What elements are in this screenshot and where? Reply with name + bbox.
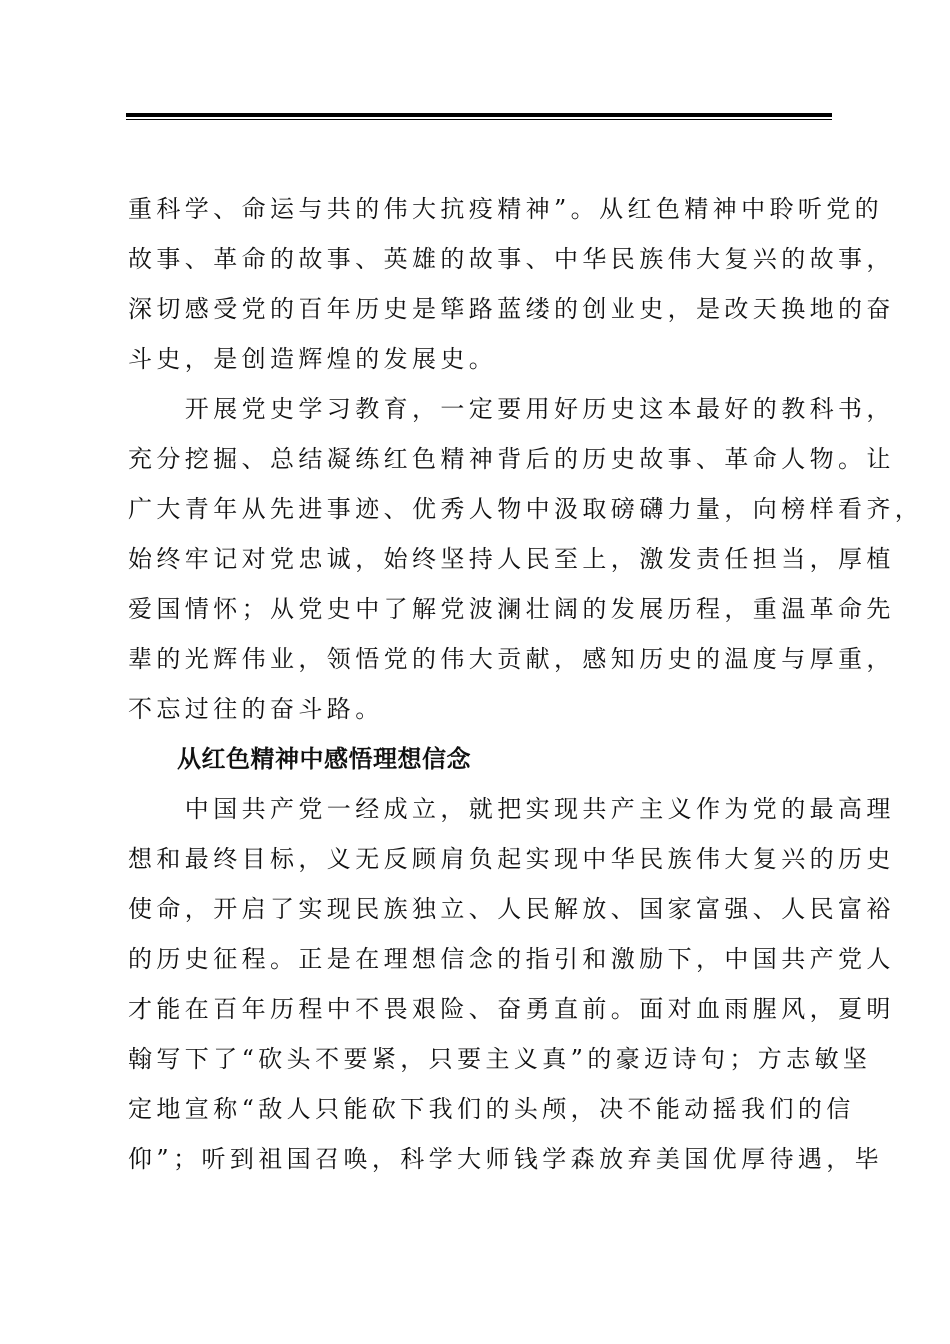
- paragraph-line: 爱国情怀；从党史中了解党波澜壮阔的发展历程，重温革命先: [128, 595, 895, 623]
- header-rule-thin: [126, 119, 832, 120]
- paragraph-line: 定地宣称“敌人只能砍下我们的头颅，决不能动摇我们的信: [128, 1095, 855, 1123]
- paragraph-line: 仰”；听到祖国召唤，科学大师钱学森放弃美国优厚待遇，毕: [128, 1145, 884, 1173]
- paragraph-line: 使命，开启了实现民族独立、人民解放、国家富强、人民富裕: [128, 895, 895, 923]
- paragraph-line: 辈的光辉伟业，领悟党的伟大贡献，感知历史的温度与厚重，: [128, 645, 895, 673]
- paragraph-line: 斗史，是创造辉煌的发展史。: [128, 345, 498, 373]
- paragraph-line: 广大青年从先进事迹、优秀人物中汲取磅礴力量，向榜样看齐，: [128, 495, 924, 523]
- paragraph-line: 充分挖掘、总结凝练红色精神背后的历史故事、革命人物。让: [128, 445, 895, 473]
- document-body: [128, 184, 924, 1184]
- header-rule-thick: [126, 113, 832, 117]
- header-rule: [126, 113, 832, 120]
- paragraph-line: 重科学、命运与共的伟大抗疫精神”。从红色精神中聆听党的: [128, 195, 884, 223]
- paragraph-line: 深切感受党的百年历史是筚路蓝缕的创业史，是改天换地的奋: [128, 295, 895, 323]
- paragraph-line: 开展党史学习教育，一定要用好历史这本最好的教科书，: [128, 395, 895, 423]
- paragraph-line: 始终牢记对党忠诚，始终坚持人民至上，激发责任担当，厚植: [128, 545, 895, 573]
- paragraph-line: 想和最终目标，义无反顾肩负起实现中华民族伟大复兴的历史: [128, 845, 895, 873]
- paragraph-line: 中国共产党一经成立，就把实现共产主义作为党的最高理: [128, 795, 895, 823]
- section-heading: 从红色精神中感悟理想信念: [128, 745, 471, 773]
- paragraph-line: 翰写下了“砍头不要紧，只要主义真”的豪迈诗句；方志敏坚: [128, 1045, 872, 1073]
- paragraph-line: 的历史征程。正是在理想信念的指引和激励下，中国共产党人: [128, 945, 895, 973]
- paragraph-line: 才能在百年历程中不畏艰险、奋勇直前。面对血雨腥风，夏明: [128, 995, 895, 1023]
- paragraph-line: 故事、革命的故事、英雄的故事、中华民族伟大复兴的故事，: [128, 245, 895, 273]
- paragraph-line: 不忘过往的奋斗路。: [128, 695, 384, 723]
